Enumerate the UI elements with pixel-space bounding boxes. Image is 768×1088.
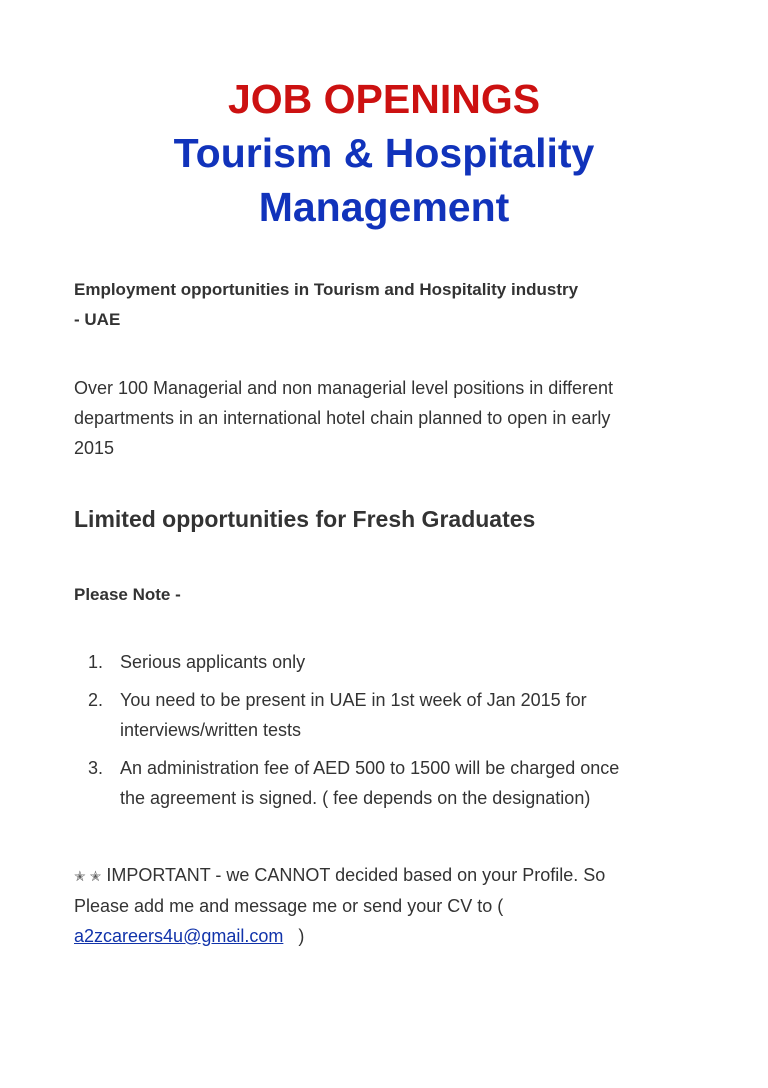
important-line-1	[74, 860, 699, 891]
important-line-2: Please add me and message me or send your CV to (	[74, 896, 504, 916]
note-label: Please Note -	[74, 585, 181, 604]
notes-list	[74, 647, 699, 813]
list-item-line-1: An administration fee of AED 500 to 1500 will be charged once	[120, 758, 620, 778]
title-job-openings: JOB OPENINGS	[227, 76, 541, 122]
description-line-3: 2015	[74, 438, 115, 458]
list-item-line-1: Serious applicants only	[120, 652, 306, 672]
title-tourism-hospitality: Tourism & Hospitality	[173, 130, 595, 176]
important-line-3	[74, 921, 699, 951]
title-management: Management	[258, 184, 510, 230]
list-item-line-2: interviews/written tests	[120, 720, 302, 740]
important-text: IMPORTANT - we CANNOT decided based on your Profile. So	[106, 865, 606, 885]
intro-paragraph	[74, 275, 699, 335]
important-paragraph	[74, 860, 699, 951]
email-link[interactable]: a2zcareers4u@gmail.com	[74, 926, 284, 946]
description-paragraph	[74, 373, 699, 463]
list-item	[74, 685, 699, 745]
page-title	[0, 72, 768, 234]
description-line-2: departments in an international hotel chain planned to open in early	[74, 408, 611, 428]
list-item	[74, 753, 699, 813]
description-line-1: Over 100 Managerial and non managerial level positions in different	[74, 378, 613, 398]
closing-paren: )	[298, 926, 305, 946]
list-item-number: 3.	[88, 758, 104, 778]
sub-heading: Limited opportunities for Fresh Graduates	[74, 506, 536, 532]
list-item-line-2: the agreement is signed. ( fee depends on the designation)	[120, 788, 591, 808]
star-icon: ✭ ✭	[74, 868, 102, 884]
list-item-number: 1.	[88, 652, 104, 672]
list-item-line-1: You need to be present in UAE in 1st week of Jan 2015 for	[120, 690, 587, 710]
list-item-number: 2.	[88, 690, 104, 710]
list-item	[74, 647, 699, 677]
intro-line-2: - UAE	[74, 310, 121, 329]
notes-list-container	[74, 647, 699, 821]
intro-line-1: Employment opportunities in Tourism and Hospitality industry	[74, 280, 579, 299]
